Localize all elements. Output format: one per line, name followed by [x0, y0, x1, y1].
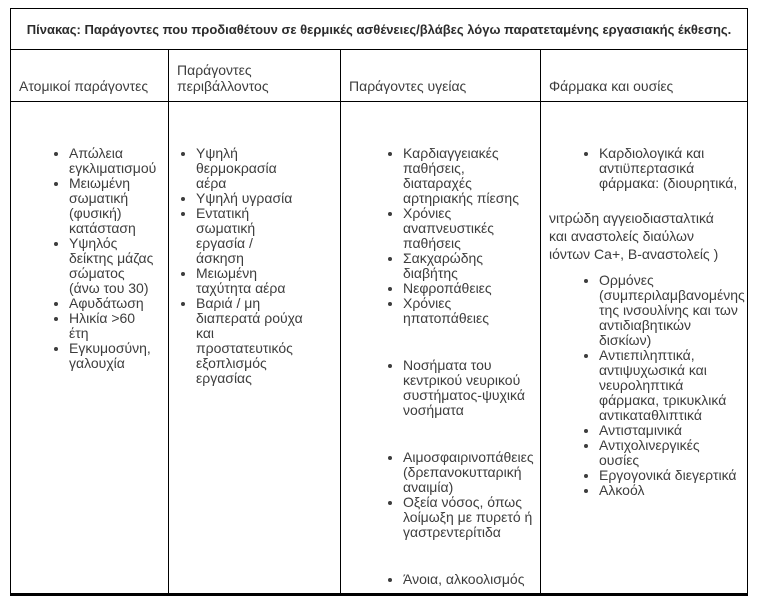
list-item: • Νεφροπάθειες — [403, 281, 534, 296]
paragraph: νιτρώδη αγγειοδιασταλτικά και αναστολείς διαύλων ιόντων Ca+, Β-αναστολείς ) — [549, 210, 719, 262]
column-body-2 — [169, 102, 341, 595]
list-item: • Αιμοσφαιρινοπάθειες (δρεπανοκυτταρική αναιμία) — [403, 450, 534, 495]
list-item: • Καρδιολογικά και αντιϋπερτασικά φάρμακα: (διουρητικά, — [599, 146, 741, 191]
list-item: • Ηλικία >60 έτη — [69, 311, 158, 341]
list-item: • Αντιχολινεργικές ουσίες — [599, 438, 741, 468]
list-item: • Υψηλός δείκτης μάζας σώματος (άνω του 30) — [69, 236, 158, 296]
body-row — [11, 102, 748, 595]
list-item: • Υψηλή θερμοκρασία αέρα — [196, 146, 303, 191]
bullet-list — [177, 146, 303, 386]
bullet-list — [349, 572, 534, 587]
column-body-3 — [341, 102, 541, 595]
bullet-list — [349, 146, 534, 326]
list-item: • Υψηλή υγρασία — [196, 191, 303, 206]
column-header-1: Ατομικοί παράγοντες — [11, 50, 169, 102]
bullet-list — [349, 450, 534, 540]
column-body-4 — [541, 102, 748, 595]
list-item: • Αφυδάτωση — [69, 296, 158, 311]
bullet-list — [19, 146, 158, 371]
list-item: • Μειωμένη ταχύτητα αέρα — [196, 266, 303, 296]
list-item: • Άνοια, αλκοολισμός — [403, 572, 534, 587]
list-item: • Μειωμένη σωματική (φυσική) κατάσταση — [69, 176, 158, 236]
factors-table — [10, 8, 748, 596]
list-item: • Εγκυμοσύνη, γαλουχία — [69, 341, 158, 371]
table-title: Πίνακας: Παράγοντες που προδιαθέτουν σε θερμικές ασθένειες/βλάβες λόγω παρατεταμένης εργασιακής έκθεσης. — [11, 9, 748, 50]
list-item: • Βαριά / μη διαπερατά ρούχα και προστατευτικός εξοπλισμός εργασίας — [196, 296, 303, 386]
list-item: • Αντιεπιληπτικά, αντιψυχωσικά και νευροληπτικά φάρμακα, τρικυκλικά αντικαταθλιπτικά — [599, 348, 741, 423]
column-header-2: Παράγοντες περιβάλλοντος — [169, 50, 341, 102]
list-item: • Νοσήματα του κεντρικού νευρικού συστήματος-ψυχικά νοσήματα — [403, 358, 534, 418]
list-item: • Σακχαρώδης διαβήτης — [403, 251, 534, 281]
title-row — [11, 9, 748, 50]
list-item: • Χρόνιες ηπατοπάθειες — [403, 296, 534, 326]
bullet-list — [549, 146, 741, 191]
bullet-list — [549, 272, 745, 498]
list-item: • Εντατική σωματική εργασία / άσκηση — [196, 206, 303, 266]
header-row — [11, 50, 748, 102]
list-item: • Χρόνιες αναπνευστικές παθήσεις — [403, 206, 534, 251]
list-item: • Αλκοόλ — [599, 483, 741, 498]
list-item: • Καρδιαγγειακές παθήσεις, διαταραχές αρτηριακής πίεσης — [403, 146, 534, 206]
column-header-4: Φάρμακα και ουσίες — [541, 50, 748, 102]
list-item: • Απώλεια εγκλιματισμού — [69, 146, 158, 176]
list-item: • Ορμόνες (συμπεριλαμβανομένης της ινσουλίνης και των αντιδιαβητικών δισκίων) — [599, 273, 741, 348]
list-item: • Αντισταμινικά — [599, 423, 741, 438]
column-header-3: Παράγοντες υγείας — [341, 50, 541, 102]
bullet-list — [349, 358, 534, 418]
list-item: • Εργογονικά διεγερτικά — [599, 468, 741, 483]
list-item: • Οξεία νόσος, όπως λοίμωξη με πυρετό ή γαστρεντερίτιδα — [403, 495, 534, 540]
column-body-1 — [11, 102, 169, 595]
